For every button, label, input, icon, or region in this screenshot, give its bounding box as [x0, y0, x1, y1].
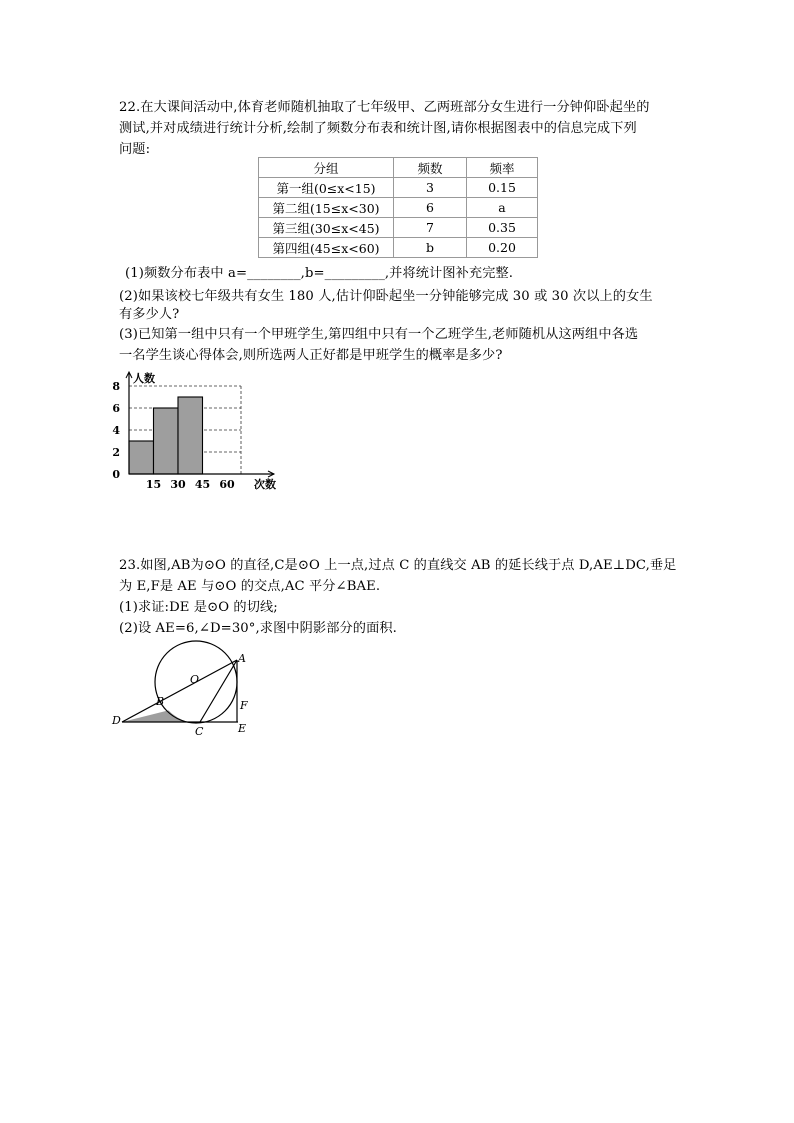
table-row — [259, 238, 538, 258]
label-d: D — [112, 714, 121, 727]
q22-line-3: 问题: — [119, 142, 151, 157]
table-cell: 第四组(45≤x<60) — [259, 238, 394, 258]
q22-part-1: (1)频数分布表中 a=________,b=_________,并将统计图补充完整. — [125, 266, 514, 281]
bar — [178, 397, 203, 474]
header-count: 频数 — [394, 158, 467, 178]
label-b: B — [156, 695, 165, 708]
bar — [154, 408, 179, 474]
histogram-chart — [105, 365, 285, 495]
q23-line-2: 为 E,F是 AE 与⊙O 的交点,AC 平分∠BAE. — [119, 579, 381, 594]
header-rate: 频率 — [467, 158, 538, 178]
q23-line-1: 23.如图,AB为⊙O 的直径,C是⊙O 上一点,过点 C 的直线交 AB 的延长线于点 D,AE⊥DC,垂足 — [119, 558, 677, 573]
table-cell: 0.35 — [467, 218, 538, 238]
q22-part-3-line-2: 一名学生谈心得体会,则所选两人正好都是甲班学生的概率是多少? — [119, 348, 503, 363]
y-axis-label: 人数 — [133, 372, 155, 385]
table-cell: 0.15 — [467, 178, 538, 198]
label-a: A — [238, 652, 246, 665]
x-axis-label: 次数 — [254, 478, 276, 491]
y-tick-label: 4 — [112, 424, 120, 437]
y-tick-label: 8 — [112, 380, 120, 393]
table-cell: 第一组(0≤x<15) — [259, 178, 394, 198]
table-row — [259, 218, 538, 238]
table-header-row — [259, 158, 538, 178]
label-c: C — [195, 725, 204, 738]
y-tick-label: 6 — [112, 402, 120, 415]
q23-part-1: (1)求证:DE 是⊙O 的切线; — [119, 600, 278, 615]
label-o: O — [190, 673, 200, 686]
bar — [129, 441, 154, 474]
table-cell: a — [467, 198, 538, 218]
q22-line-2: 测试,并对成绩进行统计分析,绘制了频数分布表和统计图,请你根据图表中的信息完成下列 — [119, 121, 637, 136]
table-cell: 0.20 — [467, 238, 538, 258]
q22-line-1: 22.在大课间活动中,体育老师随机抽取了七年级甲、乙两班部分女生进行一分钟仰卧起坐的 — [119, 100, 650, 115]
q22-part-2-line-1: (2)如果该校七年级共有女生 180 人,估计仰卧起坐一分钟能够完成 30 或 30 次以上的女生 — [119, 289, 653, 304]
q23-part-2: (2)设 AE=6,∠D=30°,求图中阴影部分的面积. — [119, 621, 397, 636]
table-cell: 3 — [394, 178, 467, 198]
table-row — [259, 198, 538, 218]
table-cell: b — [394, 238, 467, 258]
x-tick-label: 45 — [194, 478, 211, 491]
table-cell: 第二组(15≤x<30) — [259, 198, 394, 218]
label-e: E — [238, 722, 247, 735]
y-tick-label: 0 — [112, 468, 120, 481]
x-tick-label: 30 — [170, 478, 186, 491]
x-tick-label: 15 — [145, 478, 162, 491]
y-tick-label: 2 — [112, 446, 120, 459]
table-cell: 7 — [394, 218, 467, 238]
line-da — [122, 660, 237, 722]
label-f: F — [240, 699, 248, 712]
chart-bars — [129, 397, 203, 474]
table-cell: 6 — [394, 198, 467, 218]
table-row — [259, 178, 538, 198]
geometry-figure — [110, 640, 260, 740]
table-cell: 第三组(30≤x<45) — [259, 218, 394, 238]
header-group: 分组 — [259, 158, 394, 178]
frequency-table — [258, 157, 538, 258]
q22-part-2-line-2: 有多少人? — [119, 307, 180, 322]
q22-part-3-line-1: (3)已知第一组中只有一个甲班学生,第四组中只有一个乙班学生,老师随机从这两组中各选 — [119, 327, 639, 342]
x-tick-label: 60 — [219, 478, 235, 491]
